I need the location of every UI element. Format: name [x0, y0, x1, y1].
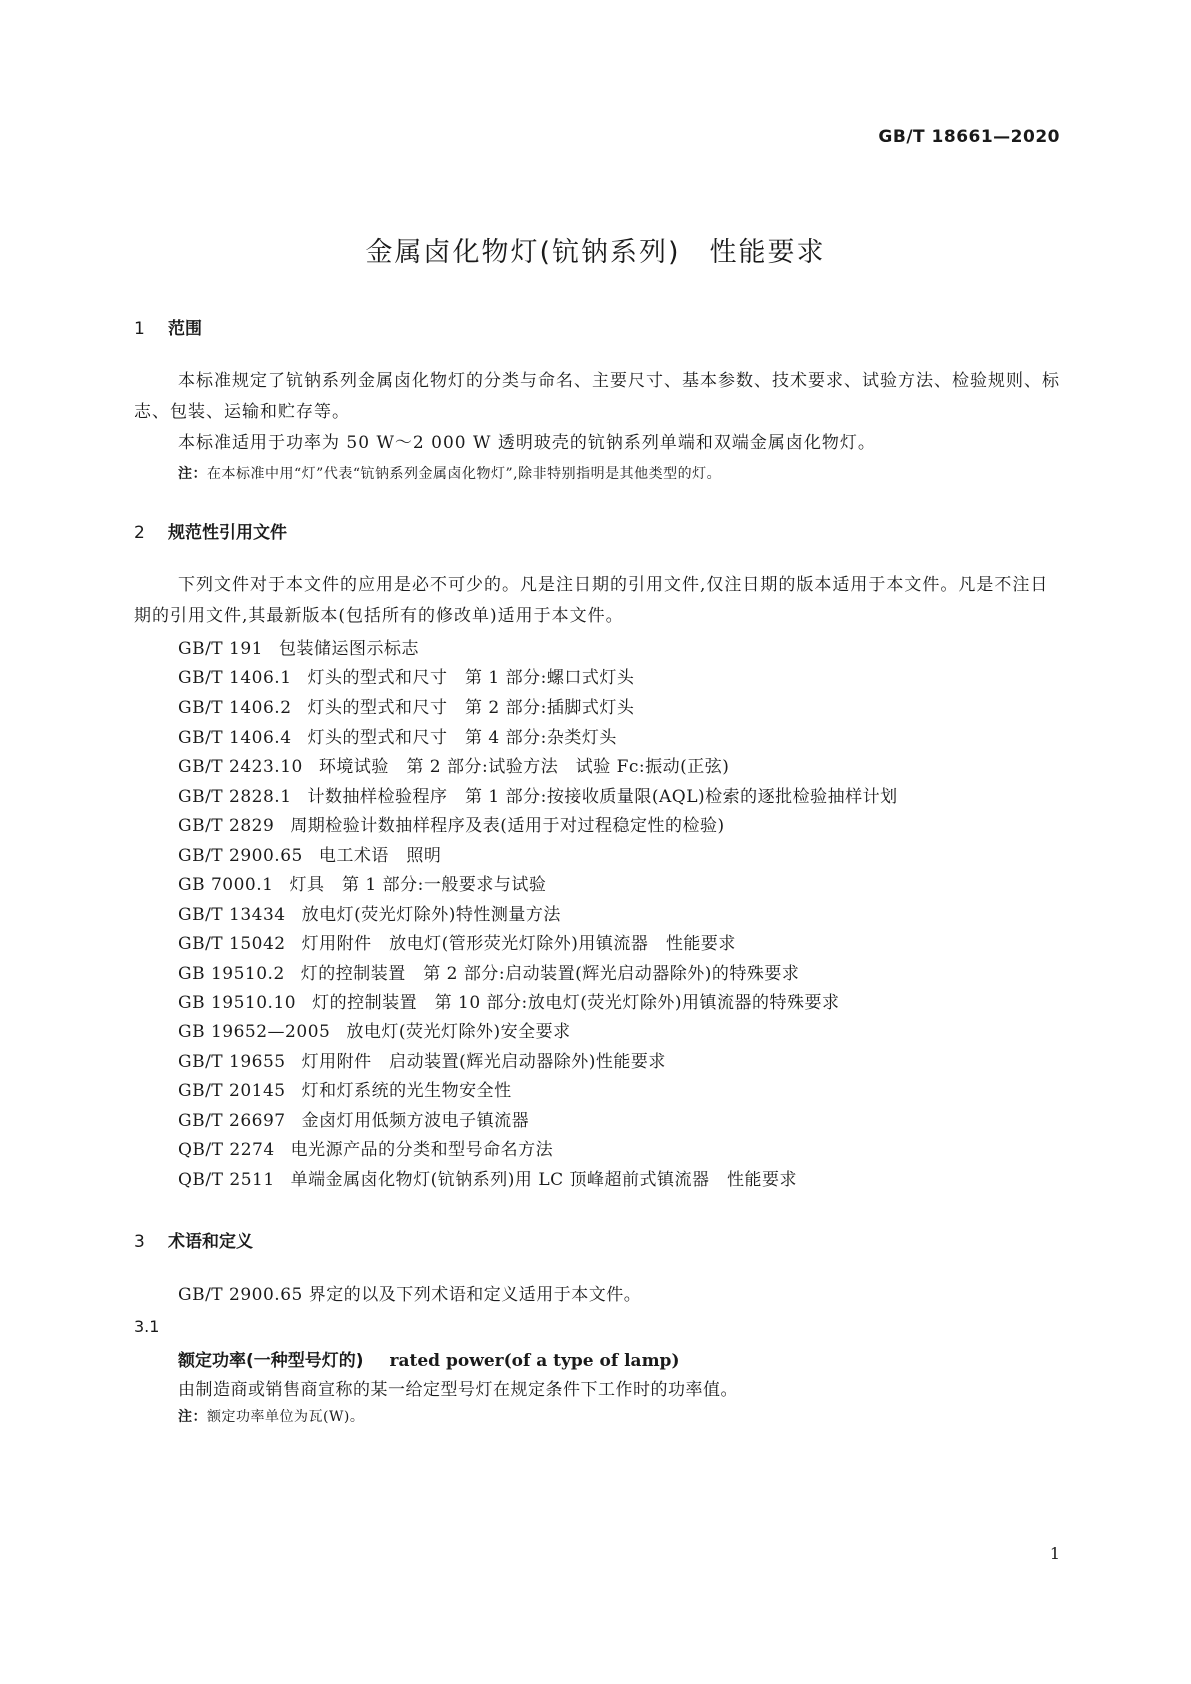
reference-title: 放电灯(荧光灯除外)特性测量方法: [301, 905, 561, 925]
reference-title: 灯和灯系统的光生物安全性: [301, 1081, 512, 1101]
reference-code: GB/T 2900.65: [178, 846, 303, 866]
reference-code: GB/T 191: [178, 639, 263, 659]
section-1-paragraph-2: 本标准适用于功率为 50 W～2 000 W 透明玻壳的钪钠系列单端和双端金属卤化物灯。: [178, 433, 876, 453]
reference-title: 金卤灯用低频方波电子镇流器: [301, 1111, 530, 1131]
reference-code: GB 7000.1: [178, 875, 274, 895]
reference-code: GB/T 2828.1: [178, 787, 292, 807]
note-label: 注：: [178, 1409, 207, 1425]
reference-code: GB/T 1406.4: [178, 728, 292, 748]
reference-title: 放电灯(荧光灯除外)安全要求: [346, 1022, 571, 1042]
reference-title: 计数抽样检验程序 第 1 部分:按接收质量限(AQL)检索的逐批检验抽样计划: [307, 787, 898, 807]
note-label: 注：: [178, 466, 207, 482]
reference-item: [178, 841, 441, 866]
document-title: 金属卤化物灯(钪钠系列) 性能要求: [365, 237, 826, 268]
reference-item: [178, 1135, 553, 1160]
page-number: 1: [1049, 1544, 1060, 1563]
reference-code: GB/T 26697: [178, 1111, 286, 1131]
reference-item: [178, 1106, 529, 1131]
section-2-heading: [134, 518, 287, 543]
reference-code: GB/T 1406.1: [178, 668, 292, 688]
reference-code: GB/T 1406.2: [178, 698, 292, 718]
reference-item: [178, 752, 729, 777]
reference-item: [178, 959, 799, 984]
term-name-zh: 额定功率(一种型号灯的): [178, 1351, 364, 1371]
note-text: 额定功率单位为瓦(W)。: [207, 1409, 365, 1425]
reference-title: 环境试验 第 2 部分:试验方法 试验 Fc:振动(正弦): [318, 757, 730, 777]
reference-code: GB 19510.10: [178, 993, 297, 1013]
reference-code: QB/T 2274: [178, 1140, 275, 1160]
reference-title: 灯用附件 启动装置(辉光启动器除外)性能要求: [301, 1052, 666, 1072]
reference-item: [178, 634, 419, 659]
reference-code: GB/T 2423.10: [178, 757, 303, 777]
term-heading: [178, 1346, 680, 1371]
section-1-heading: [134, 314, 202, 339]
reference-item: [178, 1165, 797, 1190]
reference-title: 灯的控制装置 第 10 部分:放电灯(荧光灯除外)用镇流器的特殊要求: [312, 993, 840, 1013]
reference-item: [178, 929, 736, 954]
reference-title: 灯的控制装置 第 2 部分:启动装置(辉光启动器除外)的特殊要求: [300, 964, 800, 984]
section-title: 术语和定义: [168, 1232, 253, 1252]
reference-code: GB 19652—2005: [178, 1022, 331, 1042]
reference-item: [178, 693, 634, 718]
section-number: 1: [134, 319, 145, 339]
section-number: 2: [134, 523, 145, 543]
section-title: 范围: [168, 319, 202, 339]
section-number: 3: [134, 1232, 145, 1252]
reference-title: 灯头的型式和尺寸 第 2 部分:插脚式灯头: [307, 698, 635, 718]
section-1-paragraph-1: 本标准规定了钪钠系列金属卤化物灯的分类与命名、主要尺寸、基本参数、技术要求、试验方法、检验规则、标志、包装、运输和贮存等。: [134, 371, 1060, 422]
reference-item: [178, 1047, 666, 1072]
reference-item: [178, 900, 561, 925]
note-text: 在本标准中用“灯”代表“钪钠系列金属卤化物灯”,除非特别指明是其他类型的灯。: [207, 466, 722, 482]
reference-title: 包装储运图示标志: [279, 639, 419, 659]
reference-code: QB/T 2511: [178, 1170, 275, 1190]
reference-code: GB/T 13434: [178, 905, 286, 925]
reference-item: [178, 988, 840, 1013]
term-name-en: rated power(of a type of lamp): [389, 1351, 680, 1371]
section-2-intro: 下列文件对于本文件的应用是必不可少的。凡是注日期的引用文件,仅注日期的版本适用于本文件。凡是不注日期的引用文件,其最新版本(包括所有的修改单)适用于本文件。: [134, 575, 1049, 626]
reference-title: 灯用附件 放电灯(管形荧光灯除外)用镇流器 性能要求: [301, 934, 736, 954]
reference-code: GB/T 20145: [178, 1081, 286, 1101]
section-1-note: [178, 463, 721, 483]
reference-title: 灯头的型式和尺寸 第 4 部分:杂类灯头: [307, 728, 617, 748]
reference-title: 单端金属卤化物灯(钪钠系列)用 LC 顶峰超前式镇流器 性能要求: [290, 1170, 798, 1190]
reference-title: 灯头的型式和尺寸 第 1 部分:螺口式灯头: [307, 668, 635, 688]
section-3-heading: [134, 1227, 253, 1252]
reference-title: 电工术语 照明: [318, 846, 442, 866]
term-number: 3.1: [134, 1317, 160, 1336]
section-title: 规范性引用文件: [168, 523, 287, 543]
reference-item: [178, 723, 617, 748]
reference-title: 电光源产品的分类和型号命名方法: [290, 1140, 554, 1160]
reference-item: [178, 663, 634, 688]
reference-item: [178, 1017, 571, 1042]
section-3-intro: GB/T 2900.65 界定的以及下列术语和定义适用于本文件。: [178, 1285, 642, 1305]
reference-code: GB/T 19655: [178, 1052, 286, 1072]
reference-code: GB 19510.2: [178, 964, 285, 984]
reference-code: GB/T 2829: [178, 816, 275, 836]
reference-item: [178, 870, 546, 895]
reference-code: GB/T 15042: [178, 934, 286, 954]
reference-item: [178, 811, 725, 836]
term-note: [178, 1406, 364, 1426]
reference-title: 灯具 第 1 部分:一般要求与试验: [289, 875, 547, 895]
reference-item: [178, 1076, 512, 1101]
reference-item: [178, 782, 898, 807]
reference-title: 周期检验计数抽样程序及表(适用于对过程稳定性的检验): [290, 816, 725, 836]
term-definition: 由制造商或销售商宣称的某一给定型号灯在规定条件下工作时的功率值。: [178, 1380, 738, 1400]
standard-number: GB/T 18661—2020: [878, 127, 1060, 147]
